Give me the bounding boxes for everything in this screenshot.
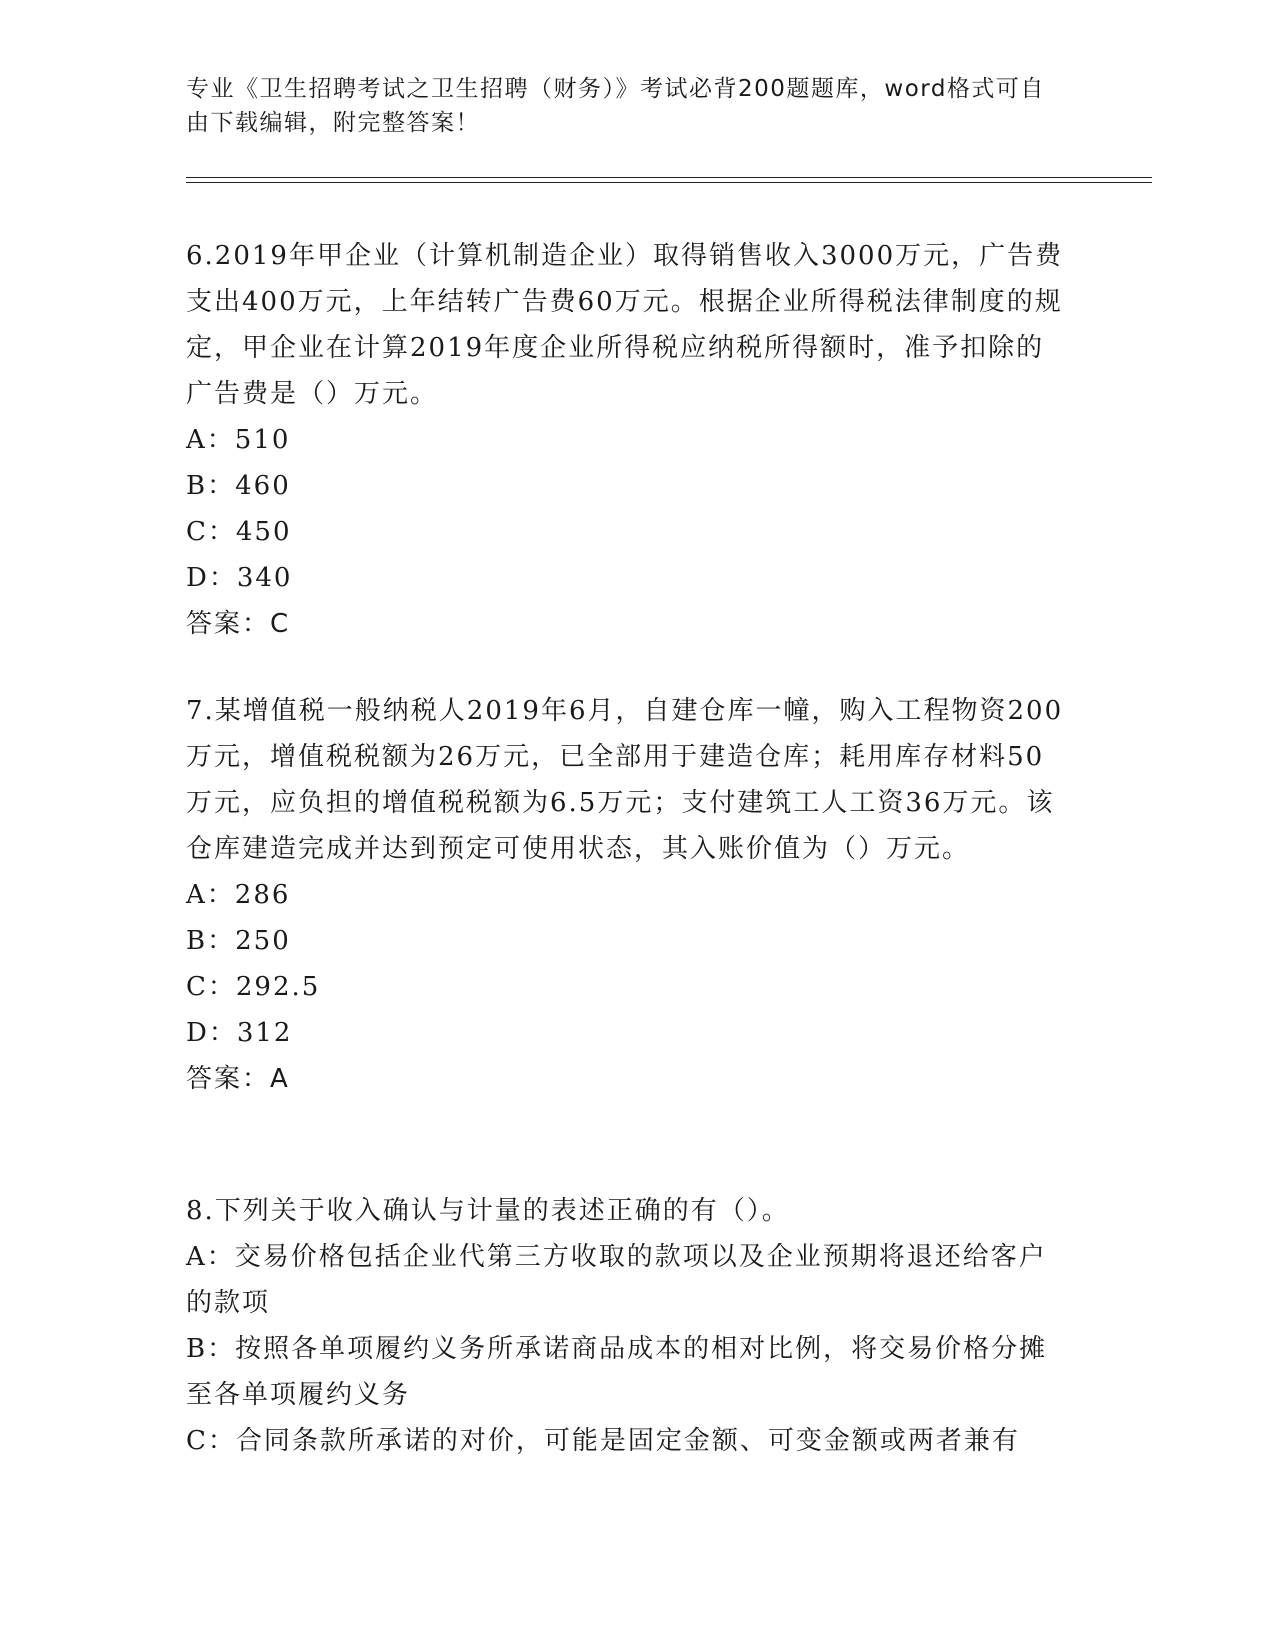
question-6 [186, 233, 1066, 647]
question-stem: 6.2019年甲企业（计算机制造企业）取得销售收入3000万元，广告费支出400万元，上年结转广告费60万元。根据企业所得税法律制度的规定，甲企业在计算2019年度企业所得税应纳税所得额时，准予扣除的广告费是（）万元。 [186, 241, 1064, 409]
option-a: A：510 [186, 425, 291, 455]
header-divider-top [186, 177, 1152, 178]
question-8 [186, 1188, 1066, 1464]
option-b: B：460 [186, 471, 291, 501]
question-stem: 8.下列关于收入确认与计量的表述正确的有（）。 [186, 1196, 790, 1226]
option-c: C：292.5 [186, 972, 321, 1002]
question-7 [186, 688, 1066, 1102]
answer-line: 答案：A [186, 1064, 290, 1094]
header-divider-bottom [186, 182, 1152, 183]
document-header: 专业《卫生招聘考试之卫生招聘（财务）》考试必背200题题库，word格式可自由下载编辑，附完整答案！ [186, 76, 1045, 136]
question-stem: 7.某增值税一般纳税人2019年6月，自建仓库一幢，购入工程物资200万元，增值税税额为26万元，已全部用于建造仓库；耗用库存材料50万元，应负担的增值税税额为6.5万元；支付建筑工人工资36万元。该仓库建造完成并达到预定可使用状态，其入账价值为（）万元。 [186, 696, 1064, 864]
option-c: C：合同条款所承诺的对价，可能是固定金额、可变金额或两者兼有 [186, 1426, 1020, 1456]
option-c: C：450 [186, 517, 292, 547]
option-b: B：按照各单项履约义务所承诺商品成本的相对比例，将交易价格分摊至各单项履约义务 [186, 1334, 1048, 1410]
option-a: A：286 [186, 880, 291, 910]
option-a: A：交易价格包括企业代第三方收取的款项以及企业预期将退还给客户的款项 [186, 1242, 1047, 1318]
option-b: B：250 [186, 926, 291, 956]
answer-line: 答案：C [186, 609, 291, 639]
option-d: D：312 [186, 1018, 293, 1048]
option-d: D：340 [186, 563, 293, 593]
